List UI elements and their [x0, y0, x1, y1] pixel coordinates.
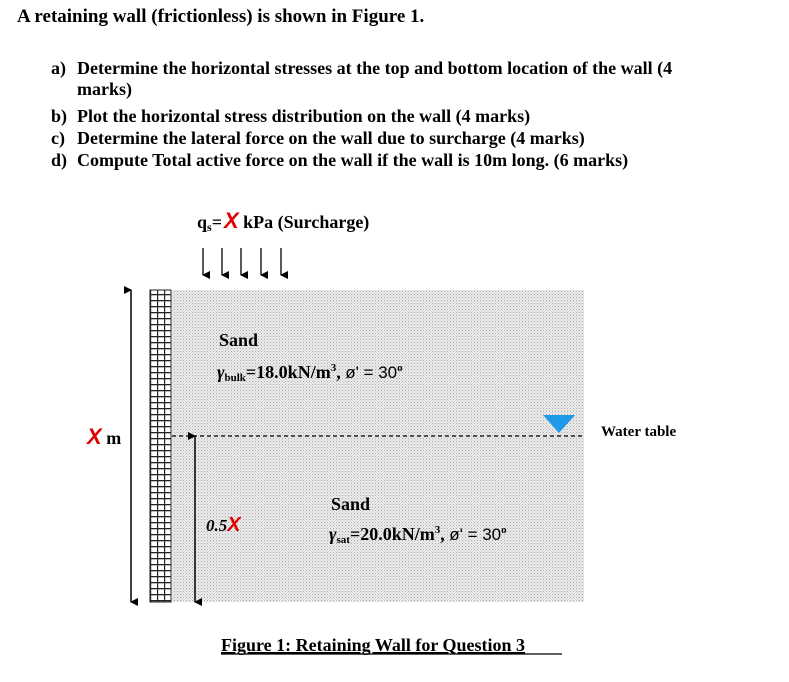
question-b-text: Plot the horizontal stress distribution on the wall (4 marks) [77, 106, 531, 126]
surcharge-arrows [203, 248, 281, 275]
lower-height-label: 0.5X [206, 514, 241, 536]
surcharge-label: qs=X kPa (Surcharge) [197, 208, 370, 234]
surcharge-variable: X [223, 208, 239, 233]
water-table-label: Water table [601, 424, 677, 440]
lower-layer-properties: $\gamma sat=20.0kN/m^3$, ø' = $30^o$ [329, 524, 507, 546]
question-title: A retaining wall (frictionless) is shown in Figure 1. [17, 6, 425, 27]
height-label: X m [87, 424, 122, 449]
question-d-label: d) [51, 150, 68, 170]
question-d-text: Compute Total active force on the wall if the wall is 10m long. (6 marks) [77, 150, 629, 170]
lower-height-variable: X [227, 514, 241, 536]
retaining-wall [150, 290, 171, 602]
question-c-text: Determine the lateral force on the wall due to surcharge (4 marks) [77, 128, 585, 148]
question-a-continued: marks) [77, 79, 132, 99]
upper-layer-properties: $\gamma bulk=18.0kN/m^3$, ø' = $30^o$ [217, 362, 403, 384]
figure-caption: Figure 1: Retaining Wall for Question 3 [221, 635, 526, 655]
question-a-text: Determine the horizontal stresses at the top and bottom location of the wall (4 [77, 58, 673, 78]
lower-layer-name: Sand [331, 494, 371, 514]
question-c-label: c) [51, 128, 65, 148]
upper-layer-name: Sand [219, 330, 259, 350]
question-a-label: a) [51, 58, 66, 78]
height-variable: X [87, 424, 102, 449]
question-b-label: b) [51, 106, 68, 126]
